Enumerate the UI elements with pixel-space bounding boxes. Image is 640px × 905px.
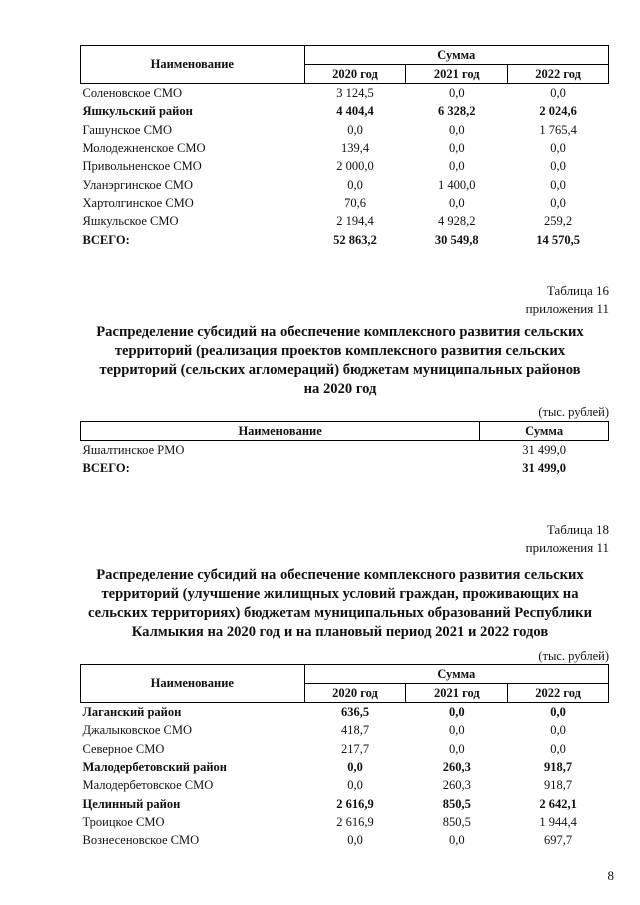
- row-amount: 918,7: [544, 760, 573, 775]
- row-name: Яшалтинское РМО: [82, 443, 185, 458]
- subsidy-table-18: [80, 664, 609, 849]
- units-label: (тыс. рублей): [538, 405, 609, 419]
- table-row: [81, 194, 609, 212]
- row-amount: 0,0: [550, 195, 566, 210]
- row-name: Соленовское СМО: [82, 86, 183, 101]
- table-row: [81, 102, 609, 120]
- heading-line: территорий (реализация проектов комплексного развития сельских: [114, 343, 566, 359]
- row-name: Яшкульский район: [82, 104, 193, 119]
- column-header-name: Наименование: [81, 46, 305, 84]
- row-amount: 0,0: [347, 760, 363, 775]
- column-header-year: 2022 год: [508, 684, 609, 703]
- row-amount: 1 400,0: [438, 177, 476, 192]
- row-amount: 0,0: [550, 141, 566, 156]
- heading-line: Калмыкия на 2020 год и на плановый период 2021 и 2022 годов: [131, 624, 549, 640]
- table-body: [81, 703, 609, 850]
- column-header-year: 2021 год: [406, 65, 508, 84]
- row-amount: 31 499,0: [522, 443, 566, 458]
- row-name: Малодербетовское СМО: [82, 778, 214, 793]
- row-name: Уланэргинское СМО: [82, 177, 194, 192]
- table-row: [81, 721, 609, 739]
- row-amount: 4 928,2: [438, 214, 476, 229]
- row-amount: 1 944,4: [539, 814, 577, 829]
- row-amount: 2 616,9: [336, 814, 374, 829]
- appendix-reference: приложения 11: [525, 301, 609, 316]
- column-header-year: 2020 год: [304, 684, 406, 703]
- row-amount: 918,7: [544, 778, 573, 793]
- table-caption: [526, 282, 609, 318]
- row-name: ВСЕГО:: [82, 461, 130, 476]
- column-header-year: 2022 год: [508, 65, 609, 84]
- row-amount: 2 616,9: [336, 796, 374, 811]
- column-header-year: 2020 год: [304, 65, 406, 84]
- column-header-sum: Сумма: [304, 46, 608, 65]
- column-header-year: 2021 год: [406, 684, 508, 703]
- appendix-reference: приложения 11: [525, 540, 609, 555]
- table-number: Таблица 16: [546, 283, 609, 298]
- heading-line: территорий (улучшение жилищных условий граждан, проживающих на: [101, 586, 579, 602]
- subsidy-table-16: [80, 421, 609, 478]
- table-row: [81, 157, 609, 175]
- row-amount: 6 328,2: [438, 104, 476, 119]
- row-amount: 0,0: [550, 159, 566, 174]
- row-name: Целинный район: [82, 796, 181, 811]
- row-amount: 0,0: [449, 833, 465, 848]
- row-amount: 0,0: [347, 122, 363, 137]
- row-amount: 0,0: [448, 86, 465, 101]
- column-header-name: Наименование: [81, 422, 480, 441]
- row-amount: 0,0: [449, 723, 465, 738]
- row-amount: 697,7: [544, 833, 573, 848]
- table-row: [81, 740, 609, 758]
- table-body: [81, 441, 609, 478]
- row-amount: 0,0: [347, 778, 363, 793]
- row-amount: 0,0: [550, 177, 566, 192]
- row-name: ВСЕГО:: [82, 232, 130, 247]
- column-header-sum: Сумма: [304, 665, 608, 684]
- row-name: Привольненское СМО: [82, 159, 202, 174]
- column-header-sum: Сумма: [480, 422, 609, 441]
- row-amount: 2 642,1: [539, 796, 577, 811]
- table-row: [81, 84, 609, 103]
- row-amount: 0,0: [550, 86, 566, 101]
- row-amount: 30 549,8: [434, 232, 479, 247]
- row-amount: 52 863,2: [333, 232, 377, 247]
- row-name: Вознесеновское СМО: [82, 833, 200, 848]
- units-label: (тыс. рублей): [538, 649, 609, 663]
- row-amount: 0,0: [449, 705, 465, 720]
- row-amount: 217,7: [340, 741, 370, 756]
- table-row: [81, 794, 609, 812]
- table-row: [81, 121, 609, 139]
- table-row: [81, 139, 609, 157]
- table-number: Таблица 18: [546, 522, 609, 537]
- row-amount: 0,0: [448, 159, 465, 174]
- row-amount: 14 570,5: [536, 232, 580, 247]
- heading-line: Распределение субсидий на обеспечение комплексного развития сельских: [96, 324, 584, 340]
- row-name: Хартолгинское СМО: [82, 195, 194, 210]
- heading-line: территорий (сельских агломераций) бюджетам муниципальных районов: [99, 362, 581, 378]
- row-amount: 70,6: [344, 195, 366, 210]
- row-amount: 0,0: [448, 122, 465, 137]
- table-row: [81, 459, 609, 477]
- row-amount: 260,3: [442, 760, 471, 775]
- heading-line: сельских территориях) бюджетам муниципальных образований Республики: [87, 605, 592, 621]
- row-name: Гашунское СМО: [82, 122, 173, 137]
- row-amount: 0,0: [550, 705, 566, 720]
- row-amount: 139,4: [340, 141, 370, 156]
- row-amount: 0,0: [347, 177, 363, 192]
- table-row: [81, 212, 609, 230]
- row-amount: 850,5: [442, 814, 471, 829]
- table-row: [81, 230, 609, 248]
- row-amount: 418,7: [340, 723, 370, 738]
- table-row: [81, 441, 609, 460]
- row-amount: 4 404,4: [336, 104, 374, 119]
- table-row: [81, 776, 609, 794]
- row-amount: 0,0: [448, 141, 465, 156]
- row-amount: 2 000,0: [336, 159, 374, 174]
- row-name: Троицкое СМО: [82, 814, 165, 829]
- row-name: Лаганский район: [82, 705, 182, 720]
- row-amount: 259,2: [544, 214, 573, 229]
- row-amount: 0,0: [550, 723, 566, 738]
- row-amount: 31 499,0: [522, 461, 566, 476]
- column-header-name: Наименование: [81, 665, 305, 703]
- row-amount: 1 765,4: [539, 122, 577, 137]
- table-row: [81, 831, 609, 849]
- section-heading: [60, 566, 620, 642]
- table-row: [81, 758, 609, 776]
- table-row: [81, 813, 609, 831]
- heading-line: на 2020 год: [303, 381, 377, 397]
- page-number: 8: [607, 868, 614, 883]
- row-amount: 0,0: [550, 741, 566, 756]
- row-name: Яшкульское СМО: [82, 214, 179, 229]
- table-caption: [526, 521, 609, 557]
- row-amount: 636,5: [340, 705, 370, 720]
- table-body: [81, 84, 609, 249]
- row-amount: 2 024,6: [539, 104, 577, 119]
- row-amount: 260,3: [442, 778, 471, 793]
- section-heading: [60, 323, 620, 399]
- row-name: Джалыковское СМО: [82, 723, 193, 738]
- row-name: Малодербетовский район: [82, 760, 227, 775]
- row-amount: 3 124,5: [336, 86, 374, 101]
- row-name: Молодежненское СМО: [82, 141, 206, 156]
- table-row: [81, 175, 609, 193]
- table-row: [81, 703, 609, 722]
- row-amount: 0,0: [347, 833, 363, 848]
- row-amount: 0,0: [448, 195, 465, 210]
- row-name: Северное СМО: [82, 741, 165, 756]
- subsidy-table-continued: [80, 45, 609, 249]
- heading-line: Распределение субсидий на обеспечение комплексного развития сельских: [96, 567, 584, 583]
- row-amount: 0,0: [449, 741, 465, 756]
- row-amount: 850,5: [442, 796, 471, 811]
- row-amount: 2 194,4: [336, 214, 374, 229]
